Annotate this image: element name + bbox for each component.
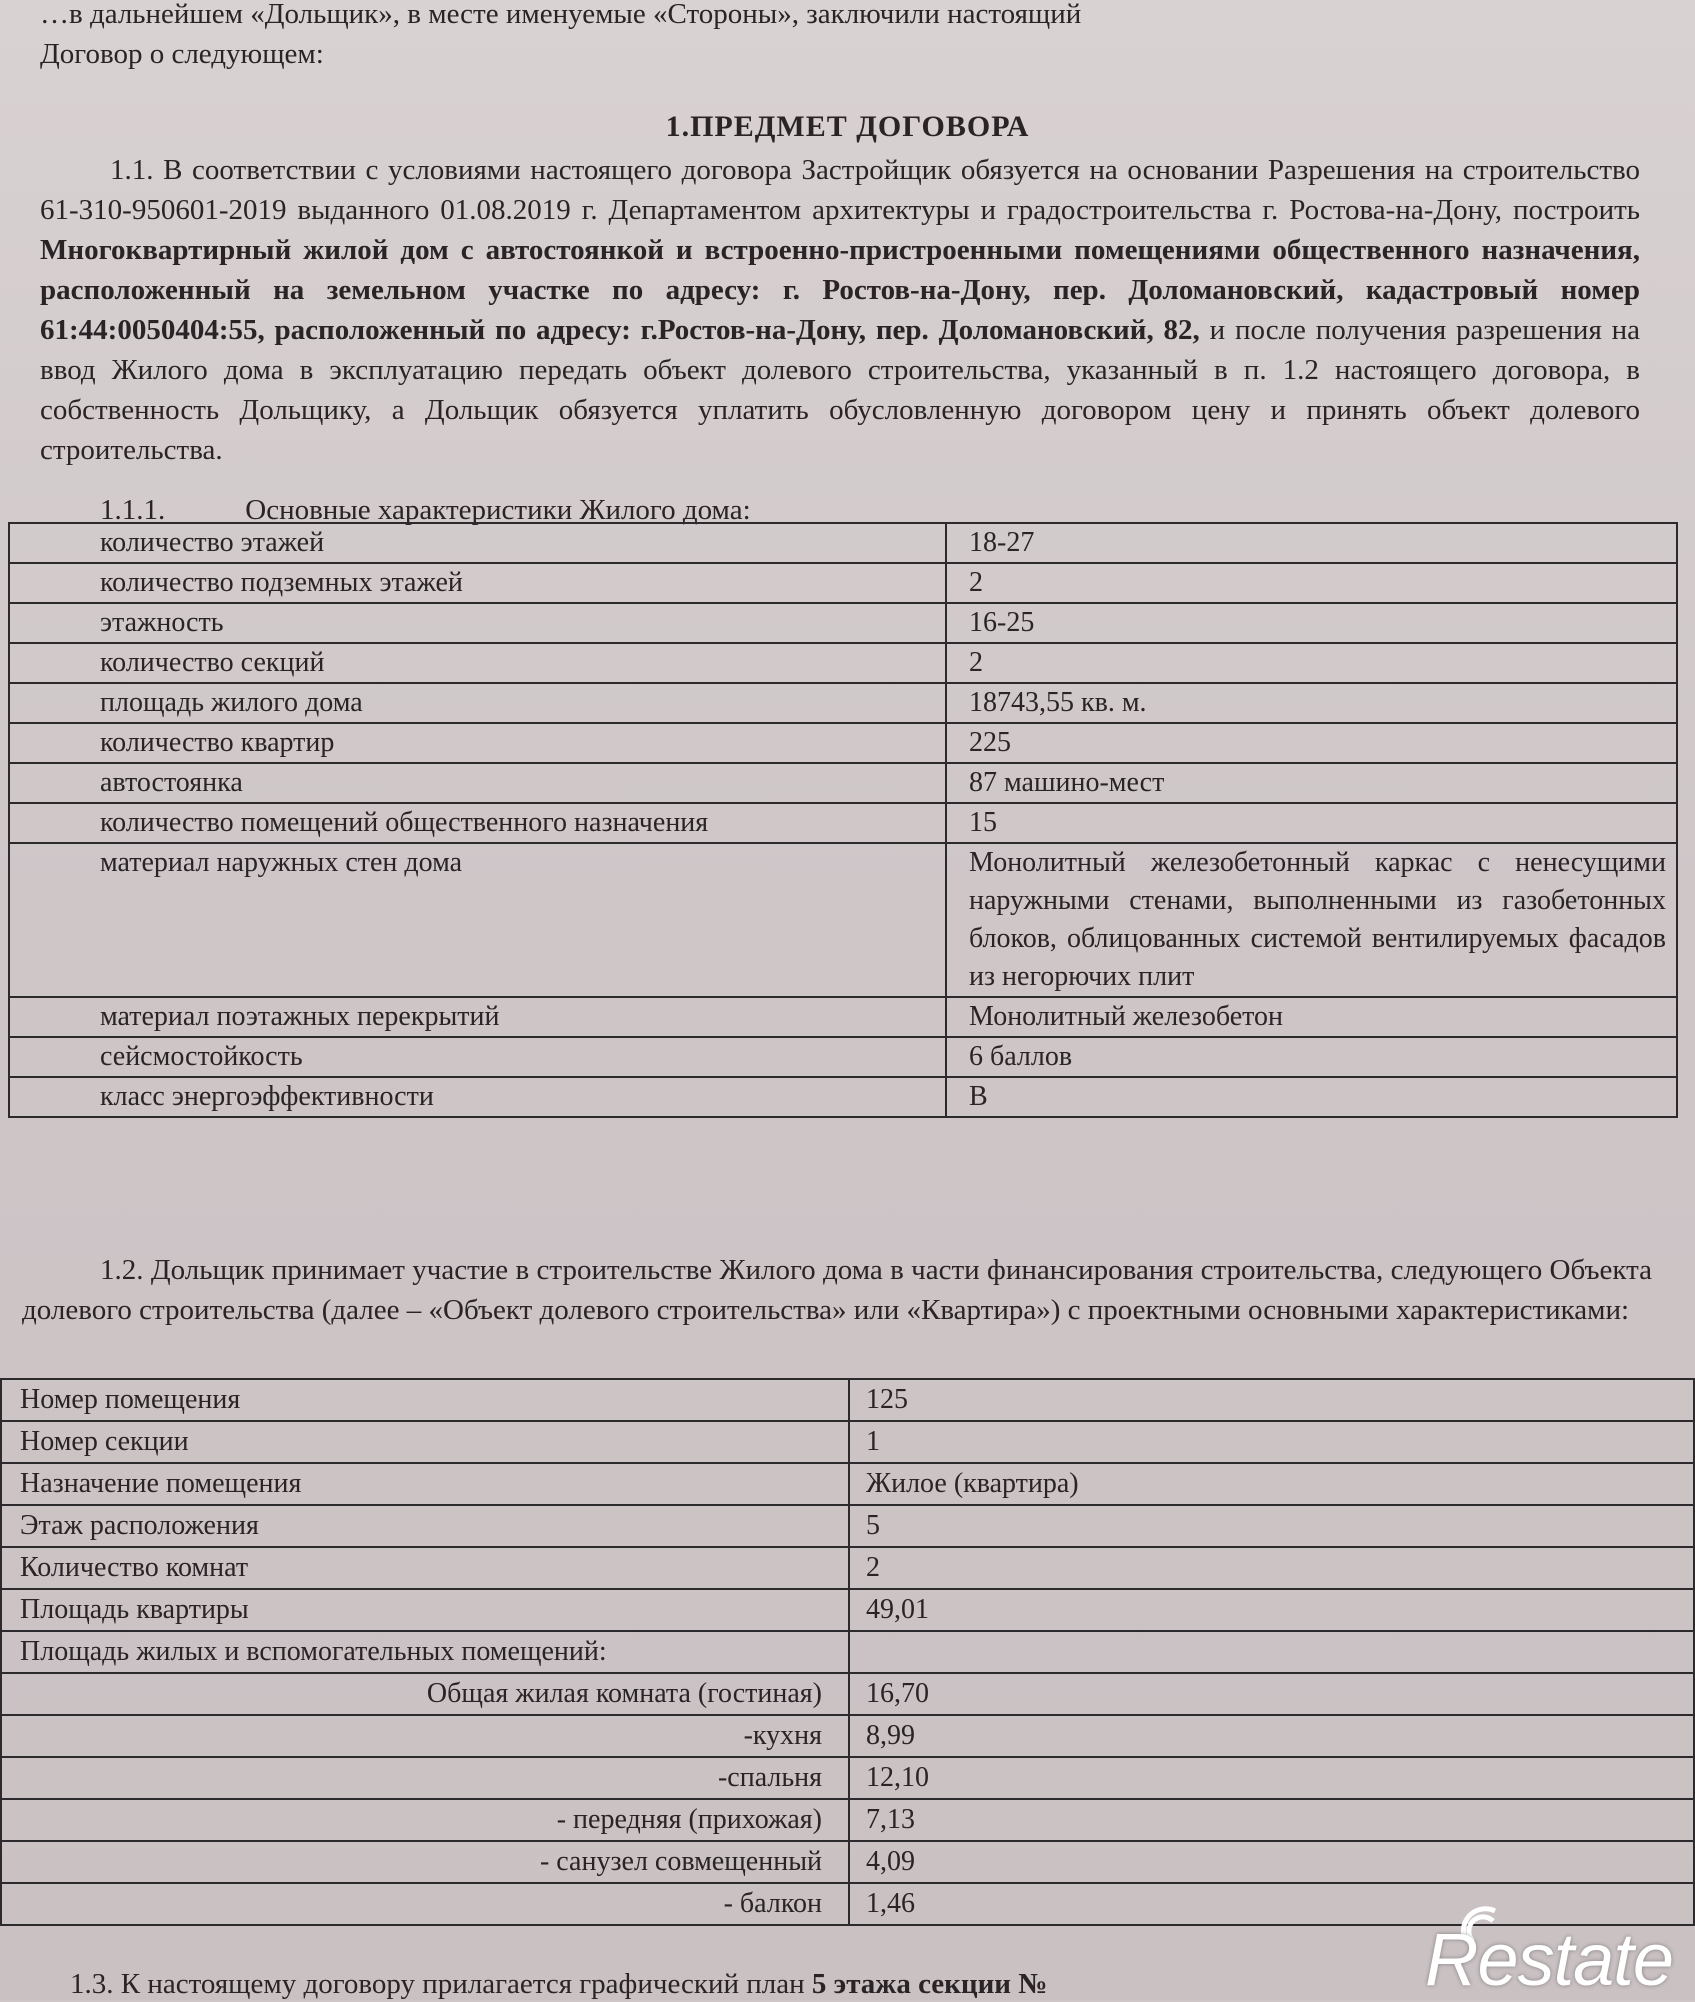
building-key: количество секций [9, 643, 946, 683]
clause-1-3-bold: 5 этажа секции № [811, 1968, 1048, 2000]
clause-1-2-text: 1.2. Дольщик принимает участие в строительстве Жилого дома в части финансирования строительства, следующего Объекта долевого строительства (далее – «Объект долевого строительства» или «Квартира») с проектными основными характеристиками: [22, 1254, 1652, 1326]
restate-watermark [1385, 1905, 1685, 2000]
apartment-key: Номер помещения [1, 1379, 849, 1421]
apartment-value: 125 [849, 1379, 1694, 1421]
table-row [1, 1715, 1694, 1757]
table-row [1, 1421, 1694, 1463]
apartment-key: Номер секции [1, 1421, 849, 1463]
clause-1-3 [70, 1968, 1047, 2001]
apartment-key: Общая жилая комната (гостиная) [1, 1673, 849, 1715]
building-key: материал поэтажных перекрытий [9, 997, 946, 1037]
apartment-value: 49,01 [849, 1589, 1694, 1631]
table-row [9, 1037, 1677, 1077]
clause-1-1-object: Многоквартирный жилой дом с автостоянкой и встроенно-пристроенными помещениями общественного назначения, расположенный на земельном участке по адресу: г. Ростов-на-Дону, пер. Доломановский, кадастровый номер 61:44:0050404:55, расположенный по адресу: г.Ростов-на-Дону, пер. Доломановский, 82, [40, 234, 1640, 346]
apartment-key: Площадь квартиры [1, 1589, 849, 1631]
building-value: Монолитный железобетон [946, 997, 1677, 1037]
subclause-title: Основные характеристики Жилого дома: [245, 494, 751, 526]
table-row [1, 1589, 1694, 1631]
apartment-value: 2 [849, 1547, 1694, 1589]
apartment-key: Назначение помещения [1, 1463, 849, 1505]
section-heading: 1.ПРЕДМЕТ ДОГОВОРА [665, 110, 1030, 143]
building-value: 225 [946, 723, 1677, 763]
building-value: 15 [946, 803, 1677, 843]
apartment-value: 1 [849, 1421, 1694, 1463]
table-row [9, 1077, 1677, 1117]
table-row [9, 603, 1677, 643]
table-row [9, 523, 1677, 563]
table-row [9, 803, 1677, 843]
intro-line-1: …в дальнейшем «Дольщик», в месте именуемые «Стороны», заключили настоящий [40, 0, 1082, 30]
apartment-key: - балкон [1, 1883, 849, 1925]
table-row [1, 1379, 1694, 1421]
building-value: 16-25 [946, 603, 1677, 643]
apartment-key: Количество комнат [1, 1547, 849, 1589]
table-row [9, 763, 1677, 803]
table-row [1, 1631, 1694, 1673]
building-value: 2 [946, 563, 1677, 603]
building-value: Монолитный железобетонный каркас с ненесущими наружными стенами, выполненными из газобетонных блоков, облицованных системой вентилируемых фасадов из негорючих плит [946, 843, 1677, 997]
subclause-number: 1.1.1. [100, 494, 166, 526]
building-key: класс энергоэффективности [9, 1077, 946, 1117]
building-key: материал наружных стен дома [9, 843, 946, 997]
apartment-key: -спальня [1, 1757, 849, 1799]
table-row [9, 563, 1677, 603]
building-key: количество подземных этажей [9, 563, 946, 603]
building-key: площадь жилого дома [9, 683, 946, 723]
apartment-value: 8,99 [849, 1715, 1694, 1757]
building-value: В [946, 1077, 1677, 1117]
table-row [9, 843, 1677, 997]
apartment-key: - передняя (прихожая) [1, 1799, 849, 1841]
building-value: 18-27 [946, 523, 1677, 563]
apartment-value: 1,46 [849, 1883, 1694, 1925]
apartment-value: 16,70 [849, 1673, 1694, 1715]
clause-1-1-text: 1.1. В соответствии с условиями настоящего договора Застройщик обязуется на основании Разрешения на строительство 61-310-950601-2019 выданного 01.08.2019 г. Департаментом архитектуры и градостроительства г. Ростова-на-Дону, построить [40, 154, 1640, 226]
building-key: количество квартир [9, 723, 946, 763]
apartment-value [849, 1631, 1694, 1673]
apartment-key: Площадь жилых и вспомогательных помещений: [1, 1631, 849, 1673]
building-key: количество этажей [9, 523, 946, 563]
apartment-value: Жилое (квартира) [849, 1463, 1694, 1505]
clause-1-3-text: 1.3. К настоящему договору прилагается графический план [70, 1968, 805, 2000]
table-row [9, 723, 1677, 763]
apartment-value: 4,09 [849, 1841, 1694, 1883]
table-row [1, 1841, 1694, 1883]
table-row [1, 1799, 1694, 1841]
apartment-value: 12,10 [849, 1757, 1694, 1799]
clause-1-2 [22, 1250, 1652, 1330]
building-value: 2 [946, 643, 1677, 683]
table-row [9, 997, 1677, 1037]
apartment-key: -кухня [1, 1715, 849, 1757]
table-row [1, 1463, 1694, 1505]
building-value: 6 баллов [946, 1037, 1677, 1077]
apartment-characteristics-table [0, 1378, 1695, 1926]
logo-text: Restate [1425, 1918, 1674, 2001]
table-row [1, 1505, 1694, 1547]
building-key: автостоянка [9, 763, 946, 803]
building-characteristics-table [8, 522, 1678, 1118]
table-row [1, 1757, 1694, 1799]
building-key: количество помещений общественного назначения [9, 803, 946, 843]
intro-paragraph [40, 0, 1630, 74]
clause-1-1-end: и после получения разрешения на ввод Жилого дома в эксплуатацию передать объект долевого строительства, указанный в п. 1.2 настоящего договора, в собственность Дольщику, а Дольщик обязуется уплатить обусловленную договором цену и принять объект долевого строительства. [40, 314, 1641, 466]
table-row [1, 1673, 1694, 1715]
building-key: этажность [9, 603, 946, 643]
table-row [1, 1547, 1694, 1589]
apartment-key: Этаж расположения [1, 1505, 849, 1547]
clause-1-1 [40, 150, 1640, 470]
table-row [9, 683, 1677, 723]
apartment-value: 5 [849, 1505, 1694, 1547]
apartment-key: - санузел совмещенный [1, 1841, 849, 1883]
building-value: 18743,55 кв. м. [946, 683, 1677, 723]
building-key: сейсмостойкость [9, 1037, 946, 1077]
apartment-value: 7,13 [849, 1799, 1694, 1841]
table-row [9, 643, 1677, 683]
intro-line-2: Договор о следующем: [40, 38, 324, 70]
building-value: 87 машино-мест [946, 763, 1677, 803]
